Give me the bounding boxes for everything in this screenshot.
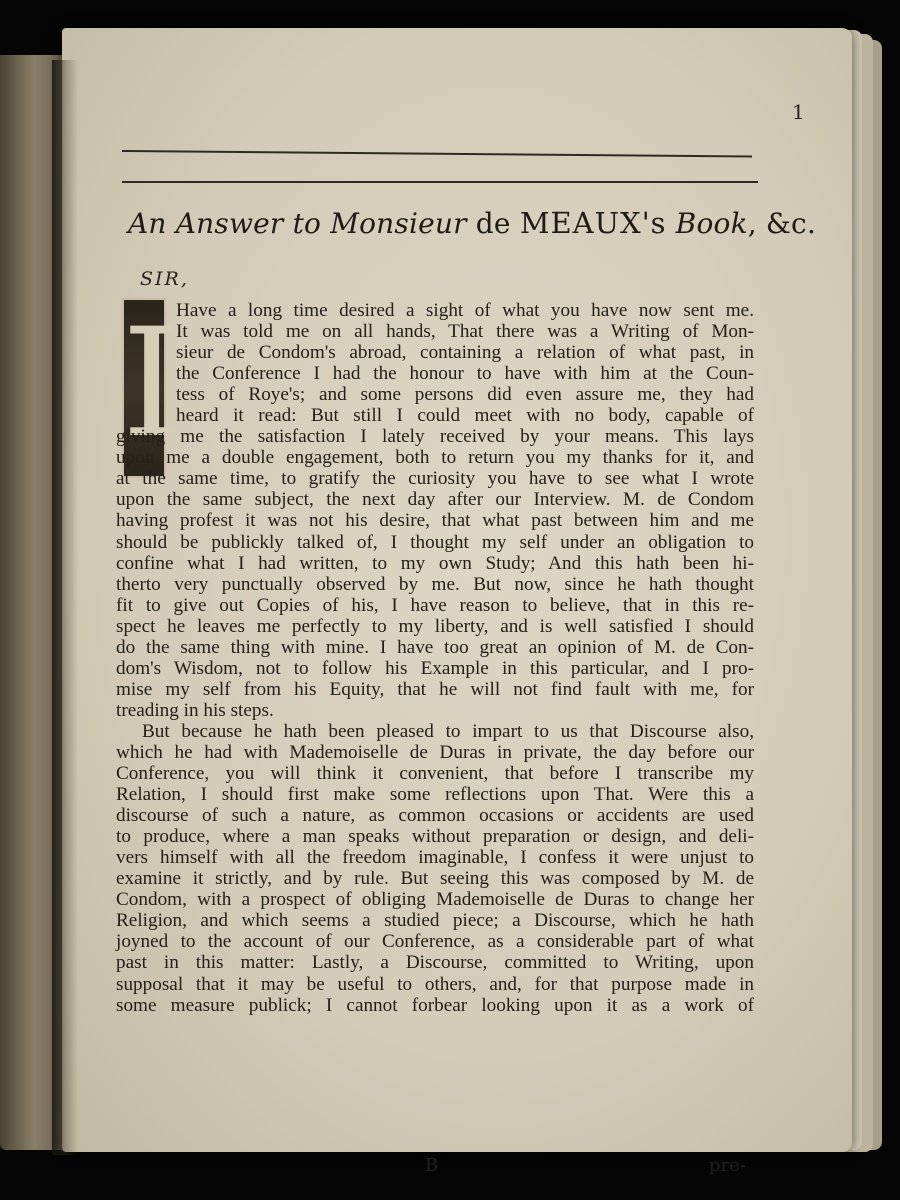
- text-line: But because he hath been pleased to impart to us that Discourse also,: [142, 720, 754, 742]
- text-line: past in this matter: Lastly, a Discourse, committed to Writing, upon: [116, 952, 754, 974]
- title-part: An Answer to Monsieur: [128, 207, 467, 240]
- text-line: the Conference I had the honour to have with him at the Coun-: [176, 363, 754, 385]
- text-line: fit to give out Copies of his, I have reason to believe, that in this re-: [116, 594, 754, 616]
- text-line: at the same time, to gratify the curiosity you have to see what I wrote: [116, 468, 754, 490]
- text-line: Relation, I should first make some reflections upon That. Were this a: [116, 784, 754, 806]
- title-part: Book: [675, 207, 748, 240]
- text-line: which he had with Mademoiselle de Duras in private, the day before our: [116, 741, 754, 763]
- text-line: Conference, you will think it convenient, that before I transcribe my: [116, 763, 754, 785]
- text-line: spect he leaves me perfectly to my liberty, and is well satisfied I should: [116, 615, 754, 637]
- text-line: vers himself with all the freedom imaginable, I confess it were unjust to: [116, 847, 754, 869]
- title-part: de: [475, 207, 511, 240]
- chapter-title: [128, 206, 817, 240]
- header-rule: [122, 150, 752, 157]
- text-line: confine what I had written, to my own Study; And this hath been hi-: [116, 552, 754, 574]
- text-line: therto very punctually observed by me. But now, since he hath thought: [116, 573, 754, 595]
- text-line: dom's Wisdom, not to follow his Example in this particular, and I pro-: [116, 657, 754, 679]
- text-line: Condom, with a prospect of obliging Mademoiselle de Duras to change her: [116, 889, 754, 911]
- text-line: discourse of such a nature, as common occasions or accidents are used: [116, 805, 754, 827]
- text-line: do the same thing with mine. I have too great an opinion of M. de Con-: [116, 636, 754, 658]
- text-line: Have a long time desired a sight of what you have now sent me.: [176, 300, 754, 321]
- title-part: , &c.: [747, 207, 817, 240]
- catchword: pre-: [709, 1155, 746, 1176]
- text-line: should be publickly talked of, I thought my self under an obligation to: [116, 531, 754, 553]
- text-line: to produce, where a man speaks without preparation or design, and deli-: [116, 826, 754, 848]
- header-rule: [122, 181, 758, 183]
- signature-mark: B: [425, 1155, 439, 1176]
- title-part: MEAUX's: [519, 206, 667, 240]
- text-line: Religion, and which seems a studied piece; a Discourse, which he hath: [116, 910, 754, 932]
- text-line: having profest it was not his desire, that what past between him and me: [116, 510, 754, 532]
- text-line: giving me the satisfaction I lately received by your means. This lays: [116, 426, 754, 448]
- text-line: sieur de Condom's abroad, containing a relation of what past, in: [176, 342, 754, 364]
- book-page: [62, 28, 852, 1176]
- salutation: SIR,: [140, 268, 189, 290]
- text-line: treading in his steps.: [116, 699, 274, 721]
- text-line: tess of Roye's; and some persons did even assure me, they had: [176, 384, 754, 406]
- page-number: 1: [792, 100, 805, 124]
- body-text: [116, 300, 754, 1016]
- text-line: examine it strictly, and by rule. But seeing this was composed by M. de: [116, 868, 754, 890]
- text-line: upon me a double engagement, both to return you my thanks for it, and: [116, 447, 754, 469]
- book-gutter-shadow: [52, 60, 78, 1155]
- text-line: upon the same subject, the next day after our Interview. M. de Condom: [116, 489, 754, 511]
- text-line: It was told me on all hands, That there was a Writing of Mon-: [176, 321, 754, 343]
- text-line: heard it read: But still I could meet with no body, capable of: [176, 405, 754, 427]
- text-line: supposal that it may be useful to others, and, for that purpose made in: [116, 973, 754, 995]
- text-line: joyned to the account of our Conference, as a considerable part of what: [116, 931, 754, 953]
- text-line: mise my self from his Equity, that he will not find fault with me, for: [116, 678, 754, 700]
- text-line: some measure publick; I cannot forbear looking upon it as a work of: [116, 994, 754, 1016]
- drop-cap-letter: I: [122, 297, 182, 471]
